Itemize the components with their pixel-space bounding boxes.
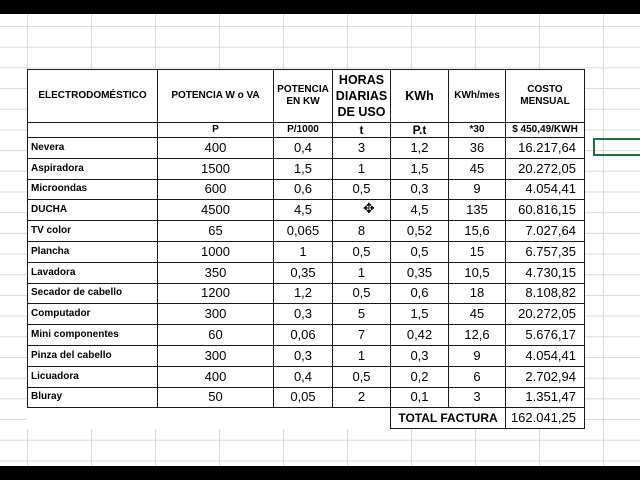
- hours-cell[interactable]: 5: [333, 304, 391, 325]
- hours-cell[interactable]: 0,5: [333, 283, 391, 304]
- power-kw-cell[interactable]: 0,05: [274, 387, 333, 408]
- kwh-month-cell[interactable]: 3: [449, 387, 506, 408]
- header-horas-line3: DE USO: [337, 105, 386, 119]
- monthly-cost-cell[interactable]: 20.272,05: [506, 158, 585, 179]
- power-kw-cell[interactable]: 1: [274, 241, 333, 262]
- monthly-cost-cell[interactable]: 6.757,35: [506, 241, 585, 262]
- power-watts-cell[interactable]: 1000: [158, 241, 274, 262]
- monthly-cost-cell[interactable]: 4.054,41: [506, 345, 585, 366]
- header-costo[interactable]: [506, 70, 585, 123]
- kwh-cell[interactable]: 0,42: [391, 325, 449, 346]
- power-watts-cell[interactable]: 4500: [158, 200, 274, 221]
- hours-cell[interactable]: 1: [333, 158, 391, 179]
- kwh-cell[interactable]: 0,3: [391, 345, 449, 366]
- monthly-cost-cell[interactable]: 1.351,47: [506, 387, 585, 408]
- kwh-month-cell[interactable]: 135: [449, 200, 506, 221]
- table-row: [28, 158, 585, 179]
- power-kw-cell[interactable]: 0,06: [274, 325, 333, 346]
- power-kw-cell[interactable]: 1,2: [274, 283, 333, 304]
- empty-cell[interactable]: [274, 408, 333, 429]
- power-kw-cell[interactable]: 0,6: [274, 179, 333, 200]
- kwh-month-cell[interactable]: 15,6: [449, 221, 506, 242]
- monthly-cost-cell[interactable]: 4.730,15: [506, 262, 585, 283]
- table-row: [28, 325, 585, 346]
- header-potencia-w[interactable]: POTENCIA W o VA: [158, 70, 274, 123]
- table-row: [28, 138, 585, 159]
- appliance-name-cell[interactable]: Mini componentes: [28, 325, 158, 346]
- monthly-cost-cell[interactable]: 8.108,82: [506, 283, 585, 304]
- monthly-cost-cell[interactable]: 5.676,17: [506, 325, 585, 346]
- kwh-month-cell[interactable]: 45: [449, 158, 506, 179]
- header-potencia-kw-line1: POTENCIA: [277, 84, 329, 95]
- power-watts-cell[interactable]: 600: [158, 179, 274, 200]
- hours-cell[interactable]: 8: [333, 221, 391, 242]
- subheader-p[interactable]: P: [158, 123, 274, 138]
- hours-cell[interactable]: 2: [333, 387, 391, 408]
- video-letterbox-bottom: [0, 466, 640, 480]
- appliance-name-cell[interactable]: Lavadora: [28, 262, 158, 283]
- kwh-month-cell[interactable]: 18: [449, 283, 506, 304]
- header-costo-line1: COSTO: [527, 84, 563, 95]
- table-row: [28, 200, 585, 221]
- video-letterbox-top: [0, 0, 640, 14]
- subheader-p1000[interactable]: P/1000: [274, 123, 333, 138]
- kwh-month-cell[interactable]: 36: [449, 138, 506, 159]
- total-factura-value[interactable]: 162.041,25: [506, 408, 585, 429]
- kwh-month-cell[interactable]: 9: [449, 179, 506, 200]
- power-watts-cell[interactable]: 65: [158, 221, 274, 242]
- kwh-cell[interactable]: 0,6: [391, 283, 449, 304]
- header-potencia-kw[interactable]: [274, 70, 333, 123]
- kwh-cell[interactable]: 1,2: [391, 138, 449, 159]
- subheader-pt[interactable]: P.t: [391, 123, 449, 138]
- power-watts-cell[interactable]: 60: [158, 325, 274, 346]
- empty-cell[interactable]: [333, 408, 391, 429]
- monthly-cost-cell[interactable]: 7.027,64: [506, 221, 585, 242]
- power-kw-cell[interactable]: 4,5: [274, 200, 333, 221]
- subheader-x30[interactable]: *30: [449, 123, 506, 138]
- power-kw-cell[interactable]: 0,4: [274, 366, 333, 387]
- kwh-cell[interactable]: 0,3: [391, 179, 449, 200]
- power-kw-cell[interactable]: 0,4: [274, 138, 333, 159]
- hours-cell[interactable]: 3: [333, 138, 391, 159]
- empty-cell[interactable]: [158, 408, 274, 429]
- hours-cell[interactable]: [333, 200, 391, 221]
- kwh-cell[interactable]: 0,52: [391, 221, 449, 242]
- appliance-name-cell[interactable]: Bluray: [28, 387, 158, 408]
- kwh-cell[interactable]: 1,5: [391, 158, 449, 179]
- hours-cell[interactable]: 0,5: [333, 179, 391, 200]
- kwh-month-cell[interactable]: 45: [449, 304, 506, 325]
- header-kwh[interactable]: KWh: [391, 70, 449, 123]
- power-watts-cell[interactable]: 300: [158, 345, 274, 366]
- power-watts-cell[interactable]: 350: [158, 262, 274, 283]
- monthly-cost-cell[interactable]: 60.816,15: [506, 200, 585, 221]
- kwh-cell[interactable]: 1,5: [391, 304, 449, 325]
- total-factura-label[interactable]: TOTAL FACTURA: [391, 408, 506, 429]
- table-row: [28, 304, 585, 325]
- subheader-empty[interactable]: [28, 123, 158, 138]
- header-potencia-kw-line2: EN KW: [286, 96, 320, 107]
- appliance-name-cell[interactable]: DUCHA: [28, 200, 158, 221]
- electricity-cost-table: [27, 69, 585, 429]
- empty-cell[interactable]: [28, 408, 158, 429]
- table-row: [28, 241, 585, 262]
- appliance-name-cell[interactable]: Computador: [28, 304, 158, 325]
- appliance-name-cell[interactable]: TV color: [28, 221, 158, 242]
- table-row: [28, 221, 585, 242]
- kwh-cell[interactable]: 0,35: [391, 262, 449, 283]
- power-watts-cell[interactable]: 300: [158, 304, 274, 325]
- header-kwh-mes[interactable]: KWh/mes: [449, 70, 506, 123]
- kwh-month-cell[interactable]: 9: [449, 345, 506, 366]
- subheader-row: [28, 123, 585, 138]
- header-horas-line1: HORAS: [338, 73, 385, 87]
- hours-cell[interactable]: 7: [333, 325, 391, 346]
- table-row: [28, 179, 585, 200]
- header-costo-line2: MENSUAL: [520, 96, 570, 107]
- header-row: [28, 70, 585, 123]
- hours-cell[interactable]: 1: [333, 345, 391, 366]
- kwh-month-cell[interactable]: 15: [449, 241, 506, 262]
- subheader-t[interactable]: t: [333, 123, 391, 138]
- kwh-cell[interactable]: 0,5: [391, 241, 449, 262]
- hours-cell[interactable]: 0,5: [333, 241, 391, 262]
- power-kw-cell[interactable]: 0,35: [274, 262, 333, 283]
- header-horas[interactable]: [333, 70, 391, 123]
- power-watts-cell[interactable]: 1500: [158, 158, 274, 179]
- subheader-rate[interactable]: $ 450,49/KWH: [506, 123, 585, 138]
- power-watts-cell[interactable]: 50: [158, 387, 274, 408]
- appliance-name-cell[interactable]: Microondas: [28, 179, 158, 200]
- kwh-cell[interactable]: 4,5: [391, 200, 449, 221]
- appliance-name-cell[interactable]: Nevera: [28, 138, 158, 159]
- monthly-cost-cell[interactable]: 16.217,64: [506, 138, 585, 159]
- monthly-cost-cell[interactable]: 4.054,41: [506, 179, 585, 200]
- kwh-month-cell[interactable]: 10,5: [449, 262, 506, 283]
- table-row: [28, 262, 585, 283]
- appliance-name-cell[interactable]: Aspiradora: [28, 158, 158, 179]
- power-kw-cell[interactable]: 1,5: [274, 158, 333, 179]
- table-row: [28, 387, 585, 408]
- hours-cell[interactable]: 1: [333, 262, 391, 283]
- kwh-cell[interactable]: 0,2: [391, 366, 449, 387]
- power-kw-cell[interactable]: 0,3: [274, 304, 333, 325]
- table-row: [28, 283, 585, 304]
- selected-cell-indicator[interactable]: [593, 138, 640, 156]
- kwh-cell[interactable]: 0,1: [391, 387, 449, 408]
- power-kw-cell[interactable]: 0,3: [274, 345, 333, 366]
- appliance-name-cell[interactable]: Plancha: [28, 241, 158, 262]
- total-row: [28, 408, 585, 429]
- table-row: [28, 366, 585, 387]
- header-electrodomestico[interactable]: ELECTRODOMÉSTICO: [28, 70, 158, 123]
- monthly-cost-cell[interactable]: 20.272,05: [506, 304, 585, 325]
- appliance-name-cell[interactable]: Licuadora: [28, 366, 158, 387]
- mouse-cursor-icon: ✥: [363, 201, 375, 217]
- power-watts-cell[interactable]: 1200: [158, 283, 274, 304]
- appliance-name-cell[interactable]: Pinza del cabello: [28, 345, 158, 366]
- appliance-name-cell[interactable]: Secador de cabello: [28, 283, 158, 304]
- hours-cell[interactable]: 0,5: [333, 366, 391, 387]
- header-horas-line2: DIARIAS: [335, 89, 388, 103]
- power-watts-cell[interactable]: 400: [158, 138, 274, 159]
- power-watts-cell[interactable]: 400: [158, 366, 274, 387]
- kwh-month-cell[interactable]: 12,6: [449, 325, 506, 346]
- table-row: [28, 345, 585, 366]
- kwh-month-cell[interactable]: 6: [449, 366, 506, 387]
- power-kw-cell[interactable]: 0,065: [274, 221, 333, 242]
- monthly-cost-cell[interactable]: 2.702,94: [506, 366, 585, 387]
